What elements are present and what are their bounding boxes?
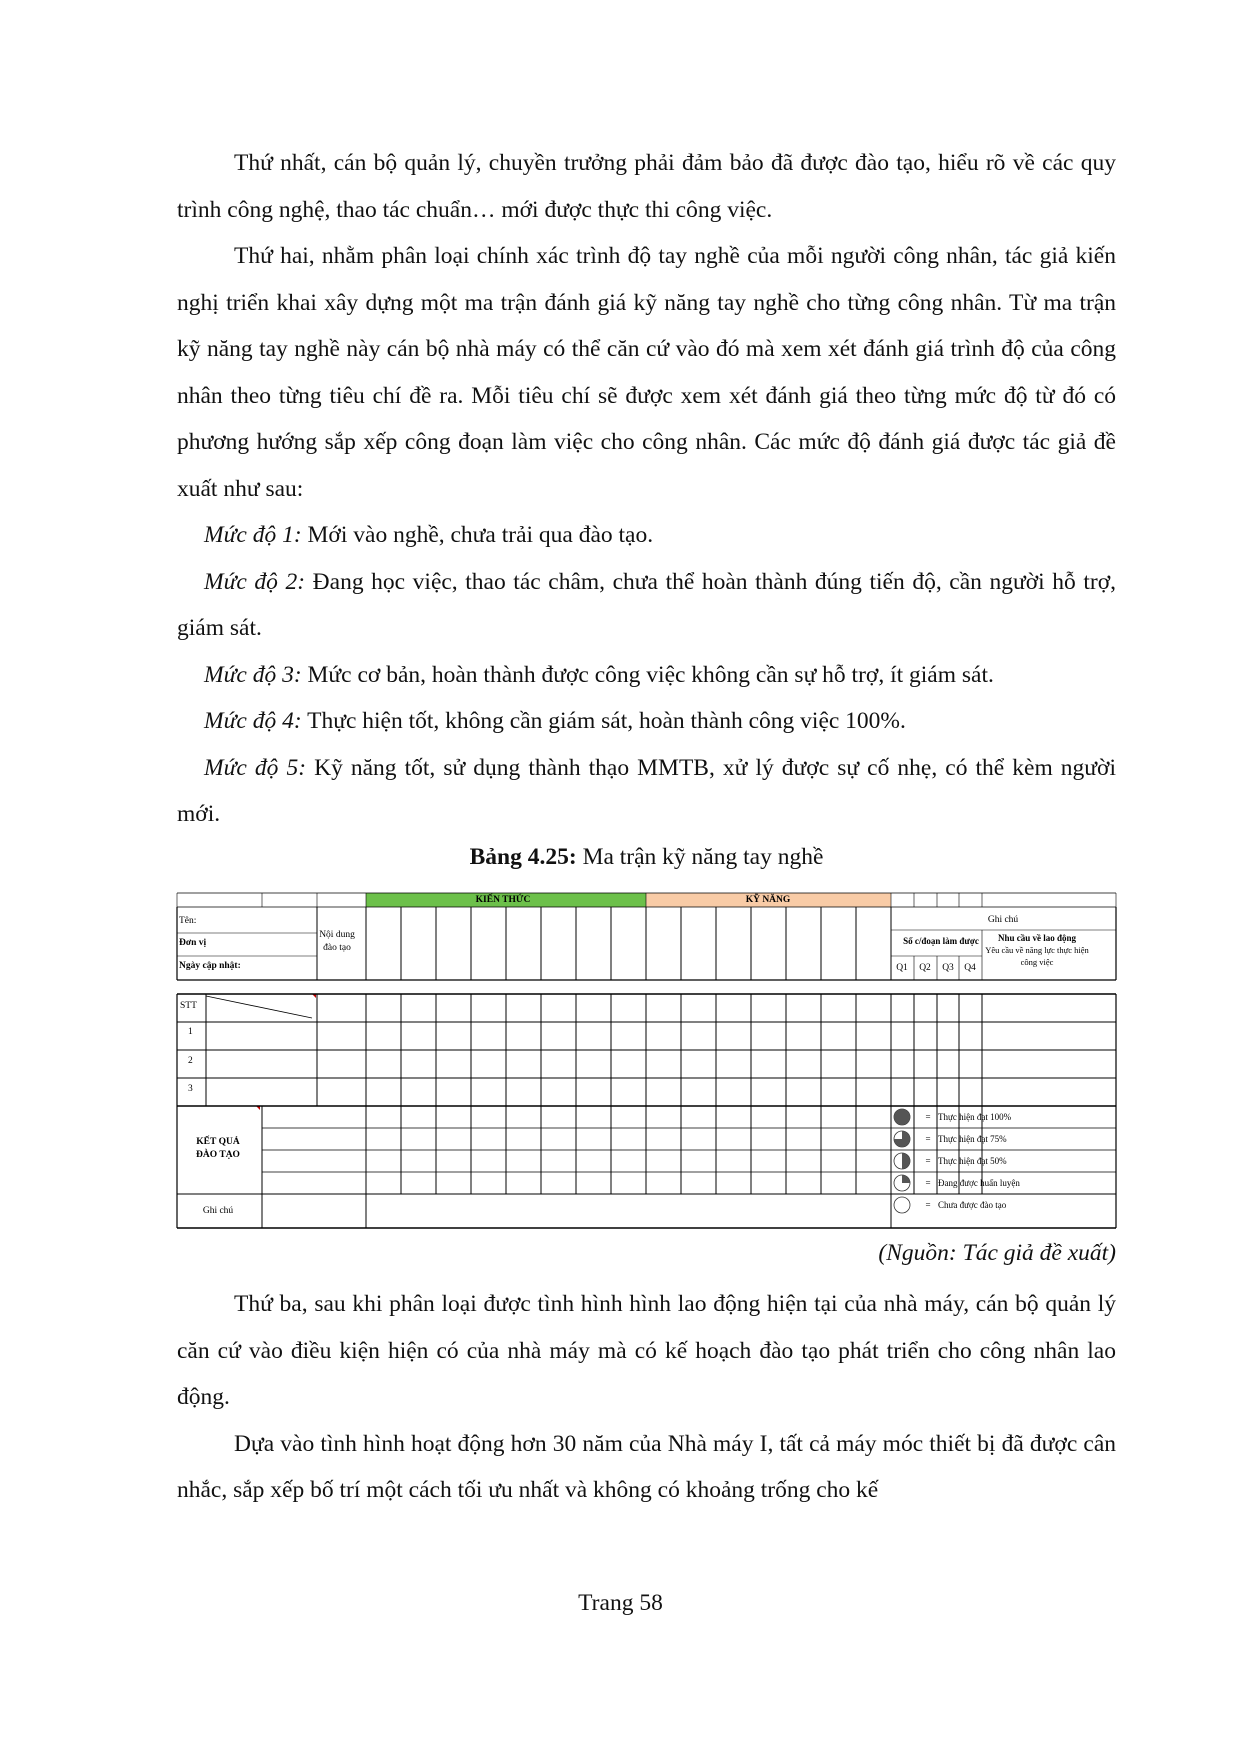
page-number: Trang 58 <box>578 1590 663 1616</box>
caption-title: Ma trận kỹ năng tay nghề <box>576 844 824 870</box>
header-skill: KỸ NĂNG <box>745 895 791 905</box>
label-result-line-2: ĐÀO TẠO <box>196 1150 240 1160</box>
legend-equals-sign: = <box>925 1156 931 1166</box>
label-labor-need-sub <box>985 945 1089 967</box>
label-updated: Ngày cập nhật: <box>179 961 241 971</box>
label-shifts: Số c/đoạn làm được <box>903 936 979 946</box>
level-label: Mức độ 2: <box>204 568 306 595</box>
level-text: Thực hiện tốt, không cần giám sát, hoàn thành công việc 100%. <box>301 708 906 734</box>
label-content <box>319 930 355 953</box>
stt-diagonal-line <box>206 996 312 1018</box>
legend-equals-sign: = <box>925 1112 931 1122</box>
paragraph-3: Thứ ba, sau khi phân loại được tình hình hình lao động hiện tại của nhà máy, cán bộ quản lý căn cứ vào điều kiện hiện có của nhà máy mà có kế hoạch đào tạo phát triển cho công nhân lao động. <box>177 1291 1116 1410</box>
legend-partial-icon <box>902 1153 910 1169</box>
legend-equals-sign: = <box>925 1200 931 1210</box>
level-label: Mức độ 3: <box>204 661 302 688</box>
legend-equals-sign: = <box>925 1178 931 1188</box>
labor-need-sub-line-2: công việc <box>1020 957 1054 967</box>
legend-partial-icon <box>902 1175 910 1183</box>
label-quarter-4: Q4 <box>964 963 976 973</box>
caption-label: Bảng 4.25: <box>469 844 577 870</box>
level-text: Đang học việc, thao tác châm, chưa thể hoàn thành đúng tiến độ, cần người hỗ trợ, giám sát. <box>177 568 1116 641</box>
label-result <box>196 1134 240 1160</box>
legend-label: Chưa được đào tạo <box>938 1200 1007 1210</box>
paragraph-1: Thứ nhất, cán bộ quản lý, chuyền trưởng phải đảm bảo đã được đào tạo, hiểu rõ về các quy trình công nghệ, thao tác chuẩn… mới được thực thi công việc. <box>177 150 1116 223</box>
row-number-1: 1 <box>188 1027 193 1037</box>
legend-label: Đang được huấn luyện <box>938 1178 1020 1188</box>
legend-label: Thực hiện đạt 100% <box>938 1112 1012 1122</box>
paragraph-2: Thứ hai, nhằm phân loại chính xác trình độ tay nghề của mỗi người công nhân, tác giả kiến nghị triển khai xây dựng một ma trận đánh giá kỹ năng tay nghề cho từng công nhân. Từ ma trận kỹ năng tay nghề này cán bộ nhà máy có thể căn cứ vào đó mà xem xét đánh giá trình độ của công nhân theo từng tiêu chí đề ra. Mỗi tiêu chí sẽ được xem xét đánh giá theo từng mức độ từ đó có phương hướng sắp xếp công đoạn làm việc cho công nhân. Các mức độ đánh giá được tác giả đề xuất như sau: <box>177 243 1116 502</box>
row-number-3: 3 <box>188 1084 193 1094</box>
label-note-bottom: Ghi chú <box>202 1206 234 1216</box>
labor-need-sub-line-1: Yêu cầu về năng lực thực hiện <box>985 945 1089 955</box>
label-result-line-1: KẾT QUẢ <box>196 1137 240 1147</box>
label-name: Tên: <box>179 916 197 926</box>
legend-circle-icon <box>894 1197 910 1213</box>
legend-full-icon <box>894 1109 910 1125</box>
label-content-line-1: Nội dung <box>319 930 355 940</box>
level-text: Mức cơ bản, hoàn thành được công việc không cần sự hỗ trợ, ít giám sát. <box>301 661 994 688</box>
label-quarter-1: Q1 <box>896 963 908 973</box>
label-labor-need: Nhu cầu về lao động <box>997 933 1077 943</box>
level-text: Kỹ năng tốt, sử dụng thành thạo MMTB, xử lý được sự cố nhẹ, có thể kèm người mới. <box>177 754 1116 827</box>
table-source: (Nguồn: Tác giả đề xuất) <box>878 1240 1116 1266</box>
label-unit: Đơn vị <box>179 938 207 948</box>
label-content-line-2: đào tạo <box>323 943 351 953</box>
level-text: Mới vào nghề, chưa trải qua đào tạo. <box>301 522 654 548</box>
legend-label: Thực hiện đạt 50% <box>938 1156 1007 1166</box>
paragraph-4: Dựa vào tình hình hoạt động hơn 30 năm của Nhà máy I, tất cả máy móc thiết bị đã được cân nhắc, sắp xếp bố trí một cách tối ưu nhất và không có khoảng trống cho kế <box>177 1430 1116 1503</box>
legend-label: Thực hiện đạt 75% <box>938 1134 1007 1144</box>
label-note-top: Ghi chú <box>987 915 1019 925</box>
row-stt: STT <box>180 1001 197 1011</box>
legend-equals-sign: = <box>925 1134 931 1144</box>
label-quarter-2: Q2 <box>919 963 931 973</box>
header-knowledge: KIẾN THỨC <box>475 895 531 905</box>
label-quarter-3: Q3 <box>942 963 954 973</box>
level-label: Mức độ 5: <box>204 754 307 781</box>
body-text-bottom <box>177 1281 1116 1514</box>
level-label: Mức độ 1: <box>204 522 302 548</box>
level-label: Mức độ 4: <box>204 708 302 734</box>
row-number-2: 2 <box>188 1056 193 1066</box>
